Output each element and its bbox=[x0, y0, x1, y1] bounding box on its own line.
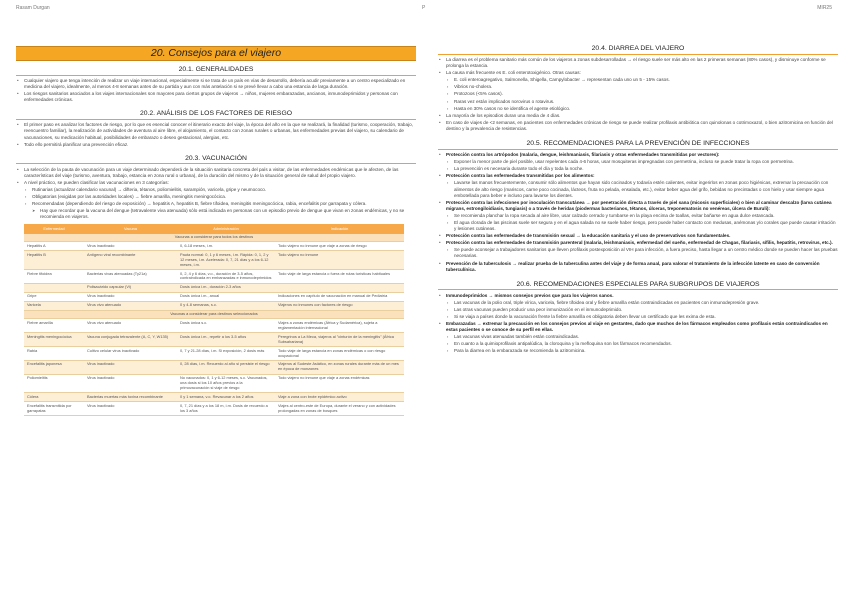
table-group-label: Vacunas a considerar para destinos seleccionados bbox=[24, 310, 404, 319]
table-cell: 0, 2, 4 y 6 días, v.o., duración de 3-5 años, contraindicada en embarazadas e inmunodeprimidos bbox=[177, 270, 275, 284]
section-prevencion: 20.5. RECOMENDACIONES PARA LA PREVENCIÓN DE INFECCIONES bbox=[438, 138, 838, 150]
table-header: Enfermedad bbox=[24, 224, 84, 234]
table-cell: Cultivo celular virus inactivado bbox=[84, 347, 177, 361]
table-cell bbox=[24, 283, 84, 292]
table-cell: No vacunados: 0, 1 y 6-12 meses, s.c. Vacunados, una dosis si los 10 años previos a la primovacunación si viaje de riesgo bbox=[177, 374, 275, 393]
table-row bbox=[24, 251, 404, 270]
left-column bbox=[16, 13, 416, 593]
dengue-note: ➤ Hay que recordar que la vacuna del dengue (tetravalente viva atenuada) sólo está indicada en personas con un episodio previo de dengue que vivan en zonas endémicas, y no se recomienda en viajeros. bbox=[16, 208, 416, 220]
table-row bbox=[24, 301, 404, 310]
table-cell: Rabia bbox=[24, 347, 84, 361]
table-row bbox=[24, 360, 404, 374]
table-cell: Fiebre amarilla bbox=[24, 319, 84, 333]
table-cell: Todo viaje de larga estancia en zonas endémicas o con riesgo ocupacional bbox=[275, 347, 404, 361]
table-cell: Dosis única i.m., duración 2-3 años bbox=[177, 283, 275, 292]
list-item: ▪ Las vacunas vivas atenuadas también están contraindicadas. bbox=[438, 334, 838, 340]
table-row bbox=[24, 333, 404, 347]
list-item: ▪ Lavarse las manos frecuentemente, consumir sólo alimentos que hayan sido cocinados y todavía estén calientes, evitar ingerirlos en zonas poco higiénicas, extremar la precaución con alimentos de alto riesgo (mariscos, carne poco cocinada, lácteos, fruta no pelada, ensalada, etc.), evitar beber agua del grifo, bebidas no precintadas o con hielo y usar siempre agua embotellada para beber e incluso para lavarse los dientes. bbox=[438, 180, 838, 198]
table-row bbox=[24, 393, 404, 402]
section-generalidades: 20.1. GENERALIDADES bbox=[16, 64, 416, 76]
table-cell: 0 y 4-8 semanas, s.c. bbox=[177, 301, 275, 310]
list-item: ▪ Se recomienda planchar la ropa secada al aire libre, usar calzado cerrado y tumbarse en la playa encima de toallas, evitar bañarse en agua dulce estancada. bbox=[438, 213, 838, 219]
list-item: ▪ Raras vez están implicados norovirus o rotavirus. bbox=[438, 99, 838, 105]
list-item: • El primer paso es analizar los factores de riesgo, por lo que es esencial conocer el itinerario exacto del viaje, la época del año en la que se realizará, la finalidad (turismo, cooperación, trabajo, reencuentro familiar), la realización de actividades de aventura al aire libre, el alojamiento, el contacto con zonas rurales o urbanas, las enfermedades previas del viajero, su calendario de vacunaciones, su medicación habitual, posibilidades de embarazo o deseo gestacional, alergias, etc. bbox=[16, 122, 416, 140]
table-cell: Cólera bbox=[24, 393, 84, 402]
list-item: • Los riesgos sanitarios asociados a los viajes internacionales son mayores para ciertos grupos de viajeros → niños, mujeres embarazadas, ancianos, inmunodeprimidos y personas con enfermedades crónicas. bbox=[16, 91, 416, 103]
table-cell: Dosis única s.c. bbox=[177, 319, 275, 333]
section-factores-riesgo: 20.2. ANÁLISIS DE LOS FACTORES DE RIESGO bbox=[16, 108, 416, 120]
table-cell: 0, 28 días, i.m. Recuerdo al año si persiste el riesgo bbox=[177, 360, 275, 374]
table-group-row bbox=[24, 234, 404, 242]
table-cell: Dosis única i.m., anual bbox=[177, 292, 275, 301]
list-item: ▪ Para la diarrea en la embarazada se recomienda la azitromicina. bbox=[438, 348, 838, 354]
table-header: Administración bbox=[177, 224, 275, 234]
section-subgrupos: 20.6. RECOMENDACIONES ESPECIALES PARA SUBGRUPOS DE VIAJEROS bbox=[438, 279, 838, 291]
table-cell: Pauta normal: 0, 1 y 6 meses, i.m. Rápida: 0, 1, 2 y 12 meses, i.m. Acelerada: 0, 7, 21 días y a los 6-12 meses, i.m. bbox=[177, 251, 275, 270]
table-cell: Viaje a zona con brote epidémico activo bbox=[275, 393, 404, 402]
table-cell: Todo viajero no inmune que viaje a zonas de riesgo bbox=[275, 242, 404, 251]
table-cell: Viajeros no inmunes con factores de riesgo bbox=[275, 301, 404, 310]
table-cell: 0, 7 y 21-28 días, i.m. Si exposición, 2 dosis más bbox=[177, 347, 275, 361]
list-item: • La diarrea es el problema sanitario más común de los viajeros a zonas subdesarrolladas → el riesgo suele ser más alto en las 2 primeras semanas (80% casos), y disminuye conforme se prolonga la estancia. bbox=[438, 57, 838, 69]
list-item: • En caso de viajes de <2 semanas, en pacientes con enfermedades crónicas de riesgo se puede realizar profilaxis antibiótica con quinolonas o cotrimoxazol, o bien azitromicina en función del destino y la prevalencia de resistencias. bbox=[438, 120, 838, 132]
table-cell: Virus inactivado bbox=[84, 402, 177, 416]
list-item: • Embarazadas → extremar la precaución en los consejos previos al viaje en gestantes, dado que muchos de los fármacos empleados como profilaxis están contraindicados en estas pacientes o se conoce de su perfil en ellas. bbox=[438, 321, 838, 333]
prevention-list bbox=[438, 152, 838, 273]
section-diarrea: 20.4. DIARREA DEL VIAJERO bbox=[438, 43, 838, 55]
table-cell: 0 y 1 semana, v.o. Revacunar a los 2 años bbox=[177, 393, 275, 402]
list-item: ▪ En cuanto a la quimioprofilaxis antipalúdica, la cloroquina y la mefloquina son los fármacos recomendados. bbox=[438, 341, 838, 347]
table-row bbox=[24, 347, 404, 361]
list-item: ▪ El agua clorada de las piscinas suele ser segura y en el agua salada no se suele haber riesgo, pero puede haber contacto con medusas, anémonas y/o corales que puede causar irritación y lesiones cutáneas. bbox=[438, 220, 838, 232]
list-item: • Prevención de la tuberculosis → realizar prueba de la tuberculina antes del viaje y de forma anual, para valorar el tratamiento de la infección latente en caso de conversión tuberculínica. bbox=[438, 261, 838, 273]
table-cell: 0, 6-18 meses, i.m. bbox=[177, 242, 275, 251]
table-cell: Peregrinos a La Meca, viajeros al "cinturón de la meningitis" (África Subsahariana) bbox=[275, 333, 404, 347]
list-item: ▪ Protozoos (<5% casos). bbox=[438, 91, 838, 97]
table-row bbox=[24, 319, 404, 333]
table-cell bbox=[275, 283, 404, 292]
list-item: ▪ Recomendadas (dependiendo del riesgo de exposición) → hepatitis A, hepatitis B, fiebre tifoidea, meningitis meningocócica, rabia, encefalitis por garrapata y cólera. bbox=[16, 201, 416, 207]
list-item: ▪ Las vacunas de la polio oral, triple vírica, varicela, fiebre tifoidea oral y fiebre amarilla están contraindicadas en pacientes con inmunodepresión grave. bbox=[438, 300, 838, 306]
table-group-row bbox=[24, 310, 404, 319]
table-header: Indicación bbox=[275, 224, 404, 234]
table-cell: Todo viajero no inmune bbox=[275, 251, 404, 270]
table-cell: Meningitis meningocócica bbox=[24, 333, 84, 347]
list-item: ▪ Vibrios no-cholera. bbox=[438, 84, 838, 90]
table-cell: Viajes al centro-este de Europa, durante el verano y con actividades prolongadas en zonas de bosques bbox=[275, 402, 404, 416]
list-item: ▪ Si se viaja a países donde la vacunación frente la fiebre amarilla es obligatoria deben llevar un certificado que les exima de esta. bbox=[438, 314, 838, 320]
table-row bbox=[24, 283, 404, 292]
list-item: • Protección contra las infecciones por inoculación transcutánea → por penetración directa a través de piel sana (micosis superficiales) o bien al caminar descalzo (larva cutánea migrans, estrongiloidiasis, tungiasis) o a través de heridas (piodermas bacterianos, tétanos, úlceras, treponematosis no venéreas, úlcera de Buruli): bbox=[438, 200, 838, 212]
list-item: • Protección contra los artrópodos (malaria, dengue, leishmaniasis, filariasis y otras enfermedades transmitidas por vectores): bbox=[438, 152, 838, 158]
table-cell: Encefalitis transmitida por garrapatas bbox=[24, 402, 84, 416]
list-item: • La selección de la pauta de vacunación para un viaje determinado dependerá de la situación sanitaria concreta del país a visitar, de las enfermedades endémicas que le afecten, de las características del viaje (turismo, aventura, trabajo, estancia en zona rural o urbana), de la duración del mismo y de la situación general de salud del propio viajero. bbox=[16, 167, 416, 179]
table-row bbox=[24, 402, 404, 416]
table-row bbox=[24, 242, 404, 251]
list-item: • Inmunodeprimidos → mismos consejos previos que para los viajeros sanos. bbox=[438, 293, 838, 299]
table-group-label: Vacunas a considerar para todos los destinos bbox=[24, 234, 404, 242]
list-item: • Protección contra las enfermedades de transmisión sexual → la educación sanitaria y el uso de preservativos son fundamentales. bbox=[438, 233, 838, 239]
table-row bbox=[24, 270, 404, 284]
list-item: • La mayoría de los episodios duran una media de 4 días. bbox=[438, 113, 838, 119]
list-item: • Todo ello permitirá planificar una prevención eficaz. bbox=[16, 142, 416, 148]
table-cell: Todo viajero no inmune que viaje a zonas endémicas bbox=[275, 374, 404, 393]
table-cell: 0, 7, 21 días y a los 18 m, i.m. Dosis de recuerdo a los 3 años bbox=[177, 402, 275, 416]
table-cell: Antígeno viral recombinante bbox=[84, 251, 177, 270]
table-cell: Todo viaje de larga estancia o fuera de rutas turísticas habituales bbox=[275, 270, 404, 284]
table-cell: Dosis única i.m., repetir a los 3-5 años bbox=[177, 333, 275, 347]
table-cell: Indicaciones en capítulo de vacunación en manual de Pediatría bbox=[275, 292, 404, 301]
list-item: ▪ Rutinarias (actualizar calendario vacunal) → difteria, tétanos, poliomielitis, sarampión, varicela, gripe y neumococo. bbox=[16, 187, 416, 193]
list-item: • Protección contra las enfermedades transmitidas por los alimentos: bbox=[438, 173, 838, 179]
table-cell: Fiebre tifoidea bbox=[24, 270, 84, 284]
list-item: ▪ La prevención es necesaria durante todo el día y toda la noche. bbox=[438, 166, 838, 172]
list-item: ▪ E. coli enteroagregativo, Salmonella, Shigella, Campylobacter → representan cada uno un 5 - 15% casos. bbox=[438, 77, 838, 83]
table-cell: Virus inactivado bbox=[84, 292, 177, 301]
table-cell: Virus vivo atenuado bbox=[84, 319, 177, 333]
chapter-title: 20. Consejos para el viajero bbox=[16, 46, 416, 61]
table-row bbox=[24, 292, 404, 301]
header-center: P bbox=[422, 5, 426, 11]
table-cell: Virus inactivado bbox=[84, 374, 177, 393]
table-cell: Virus inactivado bbox=[84, 242, 177, 251]
section-vacunacion: 20.3. VACUNACIÓN bbox=[16, 153, 416, 165]
table-cell: Vacuna conjugada tetravalente (A, C, Y, W135) bbox=[84, 333, 177, 347]
table-cell: Viajes a zonas endémicas (África y Sudamérica), sujeta a reglamentación internacional bbox=[275, 319, 404, 333]
table-cell: Polisacárido capsular (Vi) bbox=[84, 283, 177, 292]
table-cell: Hepatitis A bbox=[24, 242, 84, 251]
table-cell: Hepatitis B bbox=[24, 251, 84, 270]
list-item: • Cualquier viajero que tenga intención de realizar un viaje internacional, especialmente si se trata de un país en vías de desarrollo, debería acudir previamente a un centro especializado en medicina del viajero, idealmente, al menos 4-8 semanas antes de su partida y aun con más antelación si se prevé llevar a cabo una estancia de larga duración. bbox=[16, 78, 416, 90]
right-column bbox=[438, 13, 838, 593]
header-right: MIR25 bbox=[817, 5, 832, 11]
list-item: ▪ Hasta en 30% casos no se identifica el agente etiológico. bbox=[438, 106, 838, 112]
vaccine-table bbox=[24, 224, 404, 417]
list-item: • A nivel práctico, se pueden clasificar las vacunaciones en 3 categorías: bbox=[16, 180, 416, 186]
list-item: • La causa más frecuente es E. coli enterotoxigénico. Otras causas: bbox=[438, 70, 838, 76]
table-cell: Virus inactivado bbox=[84, 360, 177, 374]
list-item: ▪ Exponer la menor parte de piel posible, usar repelentes cada 4-6 horas, usar mosquiteras impregnadas con permetrina, incluso se puede tratar la ropa con permetrina. bbox=[438, 159, 838, 165]
list-item: • Protección contra las enfermedades de transmisión parenteral (malaria, leishmaniasis, enfermedad del sueño, enfermedad de Chagas, filariasis, sífilis, hepatitis, retrovirus, etc.). bbox=[438, 240, 838, 246]
table-cell: Poliomielitis bbox=[24, 374, 84, 393]
table-cell: Virus vivo atenuado bbox=[84, 301, 177, 310]
header-left: Rasam Durgan bbox=[16, 5, 50, 11]
table-cell: Encefalitis japonesa bbox=[24, 360, 84, 374]
table-cell: Bacterias muertas más toxina recombinante bbox=[84, 393, 177, 402]
list-item: ▪ Se puede aconsejar a trabajadores sanitarios que lleven profilaxis postexposición al VIH para infección, a fuera preciso, hasta llegar a un centro médico donde se pueden hacer las pruebas necesarias. bbox=[438, 247, 838, 259]
list-item: ▪ Obligatorias (exigidas por las autoridades locales) → fiebre amarilla, meningitis meningocócica. bbox=[16, 194, 416, 200]
subgroups-list bbox=[438, 293, 838, 355]
table-cell: Gripe bbox=[24, 292, 84, 301]
table-cell: Varicela bbox=[24, 301, 84, 310]
table-header: Vacuna bbox=[84, 224, 177, 234]
table-cell: Bacterias vivas atenuadas (Ty21a) bbox=[84, 270, 177, 284]
table-cell: Viajeros al Sudeste Asiático, en zonas rurales durante más de un mes en época de monzones bbox=[275, 360, 404, 374]
list-item: ▪ Las otras vacunas pueden producir una peor inmunización en el inmunodeprimido. bbox=[438, 307, 838, 313]
table-row bbox=[24, 374, 404, 393]
